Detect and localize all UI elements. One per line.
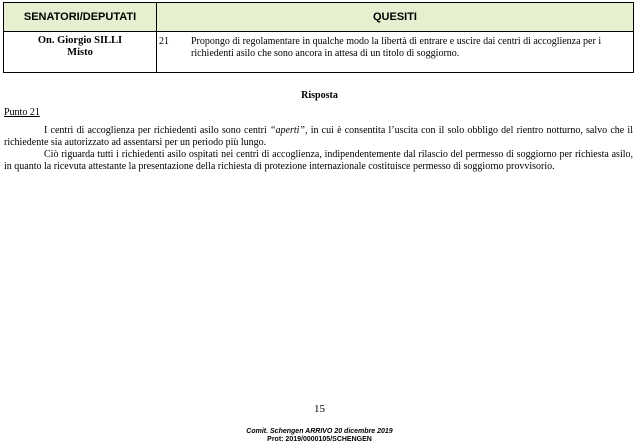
stamp-line-1: Comit. Schengen ARRIVO 20 dicembre 2019 <box>246 428 393 435</box>
table-header-row <box>4 3 634 32</box>
senator-name: On. Giorgio SILLI <box>37 35 123 46</box>
question-number: 21 <box>159 36 169 47</box>
paragraph1-after: , in cui è consentita l’uscita con il solo obbligo del rientro notturno, salvo che il richiedente sia autorizzato ad assentarsi per un periodo più lungo. <box>4 125 633 148</box>
response-paragraph-1 <box>4 125 633 149</box>
point-label: Punto 21 <box>4 107 40 118</box>
senator-group: Misto <box>67 47 93 58</box>
senator-cell <box>4 32 157 73</box>
table-row <box>4 32 634 73</box>
header-senators: SENATORI/DEPUTATI <box>4 3 157 32</box>
header-questions: QUESITI <box>157 3 634 32</box>
protocol-stamp <box>0 428 639 444</box>
paragraph1-before: I centri di accoglienza per richiedenti asilo sono centri <box>44 125 270 136</box>
response-paragraph-2: Ciò riguarda tutti i richiedenti asilo ospitati nei centri di accoglienza, indipendentemente dal rilascio del permesso di soggiorno per richiesta asilo, in quanto la ricevuta attestante la presentazione della richiesta di protezione internazionale costituisce permesso di soggiorno provvisorio. <box>4 149 633 172</box>
response-body <box>4 125 633 173</box>
stamp-line-2: Prot: 2019/0000105/SCHENGEN <box>267 436 372 443</box>
question-text: Propongo di regolamentare in qualche modo la libertà di entrare e uscire dai centri di accoglienza per i richiedenti asilo che sono ancora in attesa di un titolo di soggiorno. <box>191 36 602 59</box>
paragraph1-emphasis: “aperti” <box>269 125 305 136</box>
question-cell <box>157 32 634 73</box>
questions-table <box>3 2 634 73</box>
page-number: 15 <box>314 403 325 415</box>
response-title: Risposta <box>301 90 338 101</box>
